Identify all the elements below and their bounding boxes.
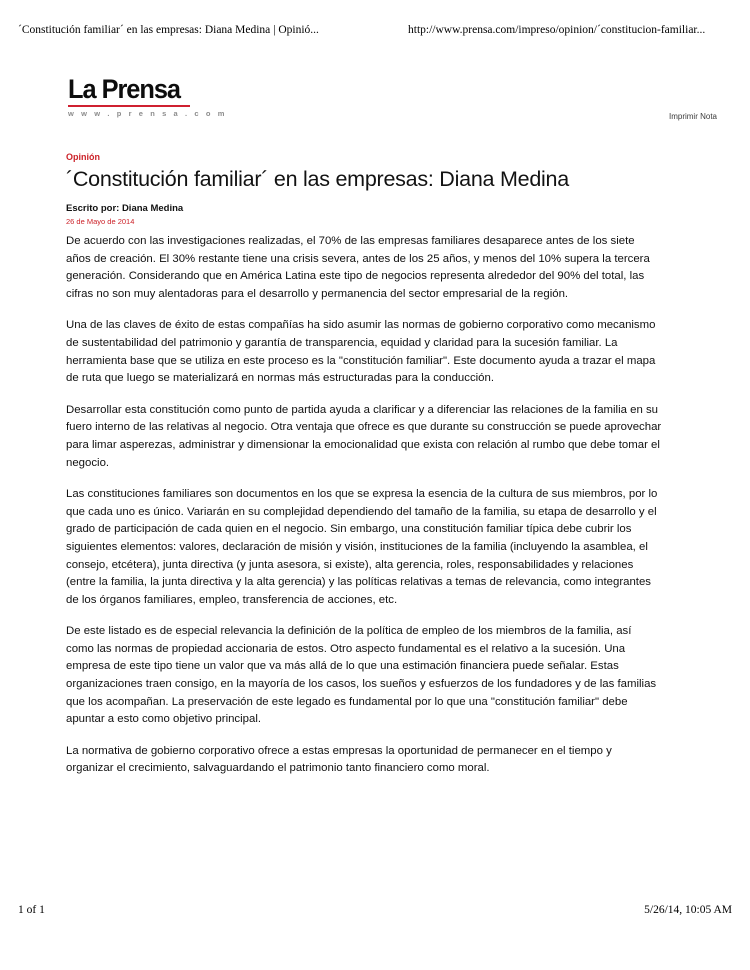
article-paragraph: De acuerdo con las investigaciones realizadas, el 70% de las empresas familiares desaparece antes de los siete años de creación. El 30% restante tiene una crisis severa, antes de los 25 años, y menos del 10% supera la tercera generación. Considerando que en América Latina este tipo de negocios representa alrededor del 90% del total, las cifras no son muy alentadoras para el desarrollo y permanencia del sector empresarial de la región. [66,235,650,300]
article-paragraph: De este listado es de especial relevancia la definición de la política de empleo de los miembros de la familia, así como las normas de propiedad accionaria de estos. Otro aspecto fundamental es el relativo a la sucesión. Una empresa de este tipo tiene un valor que va más allá de lo que una estimación financiera puede señalar. Estas organizaciones traen consigo, en la mayoría de los casos, los sueños y esfuerzos de los fundadores y de las familias que los acompañan. La preservación de este legado es fundamental por lo que una "constitución familiar" debe apuntar a esto como objetivo principal. [66,625,657,726]
article-byline: Escrito por: Diana Medina [66,203,184,215]
print-header-document-title: ´Constitución familiar´ en las empresas: Diana Medina | Opinió... [18,24,319,36]
section-kicker[interactable]: Opinión [66,152,100,162]
logo-domain-text: w w w . p r e n s a . c o m [68,109,227,118]
article-paragraph: Desarrollar esta constitución como punto de partida ayuda a clarificar y a diferenciar las relaciones de la familia en su fuero interno de las relativas al negocio. Otra ventaja que ofrece es que durante su construcción se puede aprovechar para limar asperezas, administrar y dimensionar la emocionalidad que exista con relación al rumbo que debe tomar el negocio. [66,403,662,469]
article-header [66,152,662,227]
article-paragraph: La normativa de gobierno corporativo ofrece a estas empresas la oportunidad de permanecer en el tiempo y organizar el crecimiento, salvaguardando el patrimonio tanto financiero como moral. [66,744,612,775]
la-prensa-logo[interactable] [68,74,227,118]
article-headline: ´Constitución familiar´ en las empresas: Diana Medina [66,166,569,191]
logo-wordmark: La Prensa [68,74,181,104]
article-body [66,233,662,778]
print-header [0,24,750,40]
article-paragraph: Las constituciones familiares son documentos en los que se expresa la esencia de la cultura de sus miembros, por lo que cada uno es único. Variarán en su complejidad dependiendo del tamaño de la familia, su etapa de desarrollo y el grado de participación de cada quien en el negocio. Sin embargo, una constitución familiar típica debe cubrir los siguientes elementos: valores, declaración de misión y visión, instituciones de la familia (incluyendo la asamblea, el consejo, etcétera), junta directiva (y junta asesora, si existe), alta gerencia, roles, responsabilidades y relaciones (entre la familia, la junta directiva y la alta gerencia) y las políticas relativas a temas de relevancia, como integrantes de los órganos familiares, empleo, transferencia de acciones, etc. [66,488,658,606]
article-publication-date: 26 de Mayo de 2014 [66,216,135,226]
print-header-url: http://www.prensa.com/impreso/opinion/´constitucion-familiar... [408,24,706,36]
print-note-link[interactable]: Imprimir Nota [668,112,717,121]
print-footer-timestamp: 5/26/14, 10:05 AM [644,904,732,916]
print-footer-page-indicator: 1 of 1 [18,904,45,916]
logo-red-rule [68,105,190,107]
article-paragraph: Una de las claves de éxito de estas compañías ha sido asumir las normas de gobierno corporativo como mecanismo de sustentabilidad del patrimonio y garantía de transparencia, equidad y claridad para la sucesión familiar. La herramienta base que se utiliza en este proceso es la "constitución familiar". Este documento ayuda a trazar el mapa de ruta que luego se materializará en normas más estructuradas para la conducción. [66,319,656,385]
